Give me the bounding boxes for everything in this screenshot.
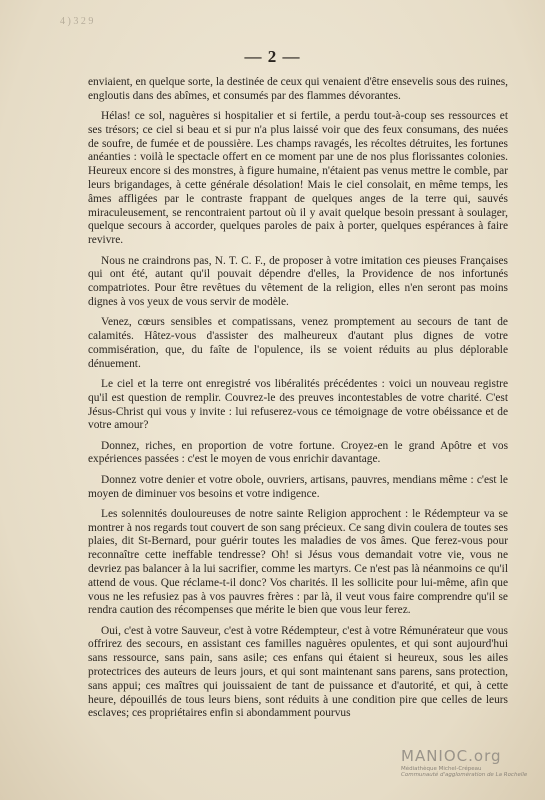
paragraph: Oui, c'est à votre Sauveur, c'est à votre Rédempteur, c'est à votre Rémunérateur que vous offrirez des secours, en assistant ces familles naguères opulentes, et qui sont aujourd'hui sans ressource, sans pain, sans asile; ces enfans qui étaient si heureux, sous les ailes protectrices des auteurs de leurs jours, et qui sont maintenant sans parens, sans protection, sans appui; ces maîtres qui jouissaient de tant de puissance et d'autorité, et qui, à cette heure, dépouillés de tous leurs biens, sont réduits à une condition pire que celles de leurs esclaves; ces propriétaires enfin si abondamment pourvus [88,624,508,720]
paragraph: Le ciel et la terre ont enregistré vos libéralités précédentes : voici un nouveau registre qu'il est question de remplir. Couvrez-le des preuves incontestables de votre charité. C'est Jésus-Christ qui vous y invite : lui refuserez-vous ce témoignage de votre obéissance et de votre amour? [88,377,508,432]
paragraph: Donnez votre denier et votre obole, ouvriers, artisans, pauvres, mendians même : c'est le moyen de diminuer vos besoins et votre indigence. [88,473,508,500]
paragraph: Les solennités douloureuses de notre sainte Religion approchent : le Rédempteur va se montrer à nos regards tout couvert de son sang précieux. Ce sang divin coulera de toutes ses plaies, dit St-Bernard, pour guérir toutes les maladies de vos âmes. Que ferez-vous pour reconnaître cette ineffable tendresse? Oh! si Jésus vous demandait votre vie, vous ne devriez pas balancer à la lui sacrifier, comme les martyrs. Ce n'est pas là néanmoins ce qu'il attend de vous. Que réclame-t-il donc? Vos charités. Il les sollicite pour lui-même, afin que vous ne les refusiez pas à vos pauvres frères : par là, il veut vous faire comprendre qu'il se rendra caution des récompenses que mérite le bien que vous leur ferez. [88,507,508,617]
corner-mark: 4 ) 3 2 9 [60,16,94,27]
page-number: — 2 — [244,47,301,66]
paragraph: enviaient, en quelque sorte, la destinée de ceux qui venaient d'être ensevelis sous des ruines, engloutis dans des abîmes, et consumés par des flammes dévorantes. [88,76,508,102]
manioc-logo [401,747,531,778]
paragraph: Nous ne craindrons pas, N. T. C. F., de proposer à votre imitation ces pieuses Françaises qui ont été, autant qu'il pouvait dépendre d'elles, la Providence de nos infortunés compatriotes. Pour être revêtues du vêtement de la religion, elles n'en seront pas moins dignes à vos yeux de vous servir de modèle. [88,254,508,308]
logo-line-community: Communauté d'agglomération de La Rochelle [401,772,528,778]
logo-brand: MANIOC.org [401,747,502,765]
paragraph: Donnez, riches, en proportion de votre fortune. Croyez-en le grand Apôtre et vos expériences passées : c'est le moyen de vous enrichir davantage. [88,439,508,466]
logo-line-library: Médiathèque Michel-Crépeau [401,766,482,772]
body-text [88,76,508,728]
paragraph: Hélas! ce sol, naguères si hospitalier et si fertile, a perdu tout-à-coup ses ressources et ses trésors; ce ciel si beau et si pur n'a plus laissé voir que des feux consumans, des nuées de soufre, de fumée et de poussière. Les champs ravagés, les récoltes détruites, les fortunes anéanties : voilà le spectacle offert en ce moment par une de nos plus florissantes colonies. Heureux encore si des monstres, à figure humaine, n'étaient pas venus mettre le comble, par leurs brigandages, à cette générale désolation! Mais le ciel consolait, en même temps, les âmes affligées par le contraste frappant de quelques anges de la terre qui, sauvés miraculeusement, se rencontraient partout où il y avait quelque besoin pressant à soulager, quelque secours à accorder, quelques paroles de paix à porter, quelques espérances à faire revivre. [88,110,508,247]
paragraph: Venez, cœurs sensibles et compatissans, venez promptement au secours de tant de calamités. Hâtez-vous d'assister des malheureux d'autant plus dignes de votre commisération, que, du faîte de l'opulence, ils se voient réduits au plus déplorable dénuement. [88,316,508,370]
